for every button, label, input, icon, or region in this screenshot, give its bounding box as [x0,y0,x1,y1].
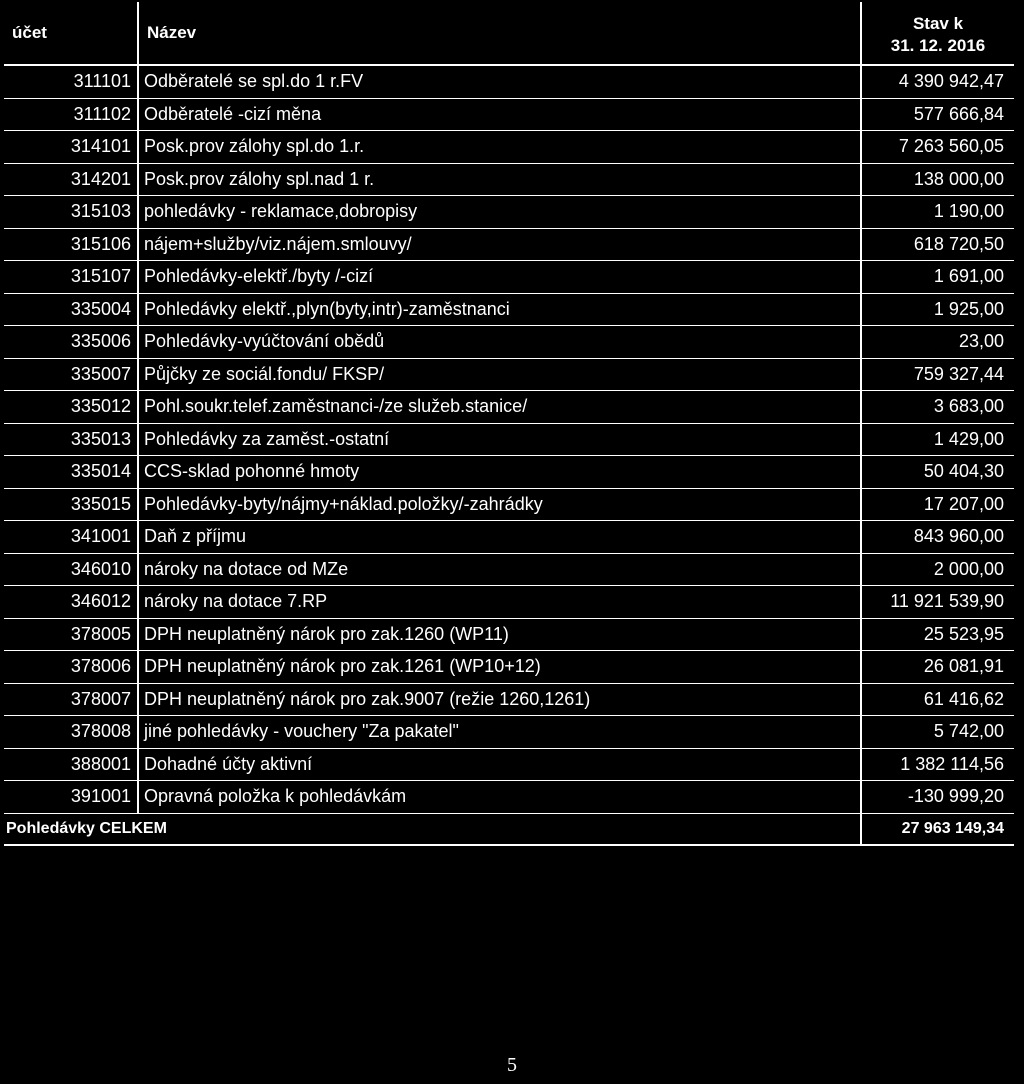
table-row [4,294,1014,327]
value-cell: 23,00 [958,331,1004,352]
account-cell: 378005 [4,619,139,651]
header-balance-line1: Stav k [912,14,964,33]
value-cell: 618 720,50 [913,233,1004,254]
name-cell: Daň z příjmu [139,521,862,553]
name-cell: CCS-sklad pohonné hmoty [139,456,862,488]
account-cell: 335012 [4,391,139,423]
account-cell: 378006 [4,651,139,683]
name-cell: Opravná položka k pohledávkám [139,781,862,813]
table-row [4,716,1014,749]
name-cell: Půjčky ze sociál.fondu/ FKSP/ [139,359,862,391]
account-cell: 378007 [4,684,139,716]
table-row [4,391,1014,424]
name-cell: Pohledávky-byty/nájmy+náklad.položky/-zahrádky [139,489,862,521]
name-cell: nároky na dotace 7.RP [139,586,862,618]
table-row [4,651,1014,684]
value-cell: 2 000,00 [933,558,1004,579]
table-row [4,781,1014,814]
table-row [4,66,1014,99]
account-cell: 314101 [4,131,139,163]
value-cell: 1 190,00 [933,201,1004,222]
name-cell: Pohl.soukr.telef.zaměstnanci-/ze služeb.stanice/ [139,391,862,423]
account-cell: 388001 [4,749,139,781]
value-cell: 1 925,00 [933,298,1004,319]
account-cell: 335014 [4,456,139,488]
account-cell: 314201 [4,164,139,196]
table-row [4,164,1014,197]
name-cell: Odběratelé -cizí měna [139,99,862,131]
table-row [4,684,1014,717]
name-cell: jiné pohledávky - vouchery "Za pakatel" [139,716,862,748]
total-row [4,814,1014,846]
name-cell: Dohadné účty aktivní [139,749,862,781]
value-cell: 4 390 942,47 [898,71,1004,92]
name-cell: nároky na dotace od MZe [139,554,862,586]
account-cell: 335007 [4,359,139,391]
name-cell: Pohledávky elektř.,plyn(byty,intr)-zaměstnanci [139,294,862,326]
table-row [4,424,1014,457]
table-row [4,196,1014,229]
table-row [4,229,1014,262]
account-cell: 341001 [4,521,139,553]
account-cell: 311102 [4,99,139,131]
account-cell: 315107 [4,261,139,293]
name-cell: Pohledávky-vyúčtování obědů [139,326,862,358]
account-cell: 335013 [4,424,139,456]
value-cell: 138 000,00 [913,168,1004,189]
account-cell: 378008 [4,716,139,748]
value-cell: 17 207,00 [923,493,1004,514]
value-cell: 577 666,84 [913,103,1004,124]
account-cell: 391001 [4,781,139,813]
table-body [4,66,1014,814]
value-cell: 759 327,44 [913,363,1004,384]
name-cell: pohledávky - reklamace,dobropisy [139,196,862,228]
value-cell: -130 999,20 [907,786,1004,807]
name-cell: DPH neuplatněný nárok pro zak.1261 (WP10+12) [139,651,862,683]
total-label: Pohledávky CELKEM [4,814,862,844]
value-cell: 25 523,95 [923,623,1004,644]
account-cell: 335004 [4,294,139,326]
account-cell: 315106 [4,229,139,261]
header-balance-date: 31. 12. 2016 [890,36,986,55]
value-cell: 3 683,00 [933,396,1004,417]
name-cell: Odběratelé se spl.do 1 r.FV [139,66,862,98]
header-account: účet [4,2,139,64]
table-header [4,2,1014,66]
table-row [4,554,1014,587]
account-cell: 315103 [4,196,139,228]
account-cell: 335015 [4,489,139,521]
table-row [4,261,1014,294]
table-row [4,619,1014,652]
value-cell: 7 263 560,05 [898,136,1004,157]
value-cell: 1 382 114,56 [900,753,1004,774]
value-cell: 5 742,00 [933,721,1004,742]
name-cell: DPH neuplatněný nárok pro zak.9007 (režie 1260,1261) [139,684,862,716]
name-cell: Pohledávky za zaměst.-ostatní [139,424,862,456]
table-row [4,489,1014,522]
account-cell: 311101 [4,66,139,98]
value-cell: 61 416,62 [923,688,1004,709]
table-row [4,131,1014,164]
value-cell: 11 921 539,90 [890,591,1004,612]
name-cell: nájem+služby/viz.nájem.smlouvy/ [139,229,862,261]
header-name: Název [139,2,862,64]
total-value: 27 963 149,34 [901,819,1004,837]
value-cell: 1 429,00 [933,428,1004,449]
page-number: 5 [507,1054,517,1076]
table-row [4,456,1014,489]
name-cell: Posk.prov zálohy spl.do 1.r. [139,131,862,163]
table-row [4,521,1014,554]
account-cell: 335006 [4,326,139,358]
value-cell: 50 404,30 [923,461,1004,482]
account-cell: 346012 [4,586,139,618]
table-row [4,326,1014,359]
receivables-table [4,2,1014,846]
value-cell: 26 081,91 [923,656,1004,677]
value-cell: 1 691,00 [933,266,1004,287]
table-row [4,99,1014,132]
table-row [4,586,1014,619]
table-row [4,359,1014,392]
value-cell: 843 960,00 [913,526,1004,547]
account-cell: 346010 [4,554,139,586]
table-row [4,749,1014,782]
name-cell: Posk.prov zálohy spl.nad 1 r. [139,164,862,196]
name-cell: Pohledávky-elektř./byty /-cizí [139,261,862,293]
name-cell: DPH neuplatněný nárok pro zak.1260 (WP11) [139,619,862,651]
header-balance [862,2,1014,64]
